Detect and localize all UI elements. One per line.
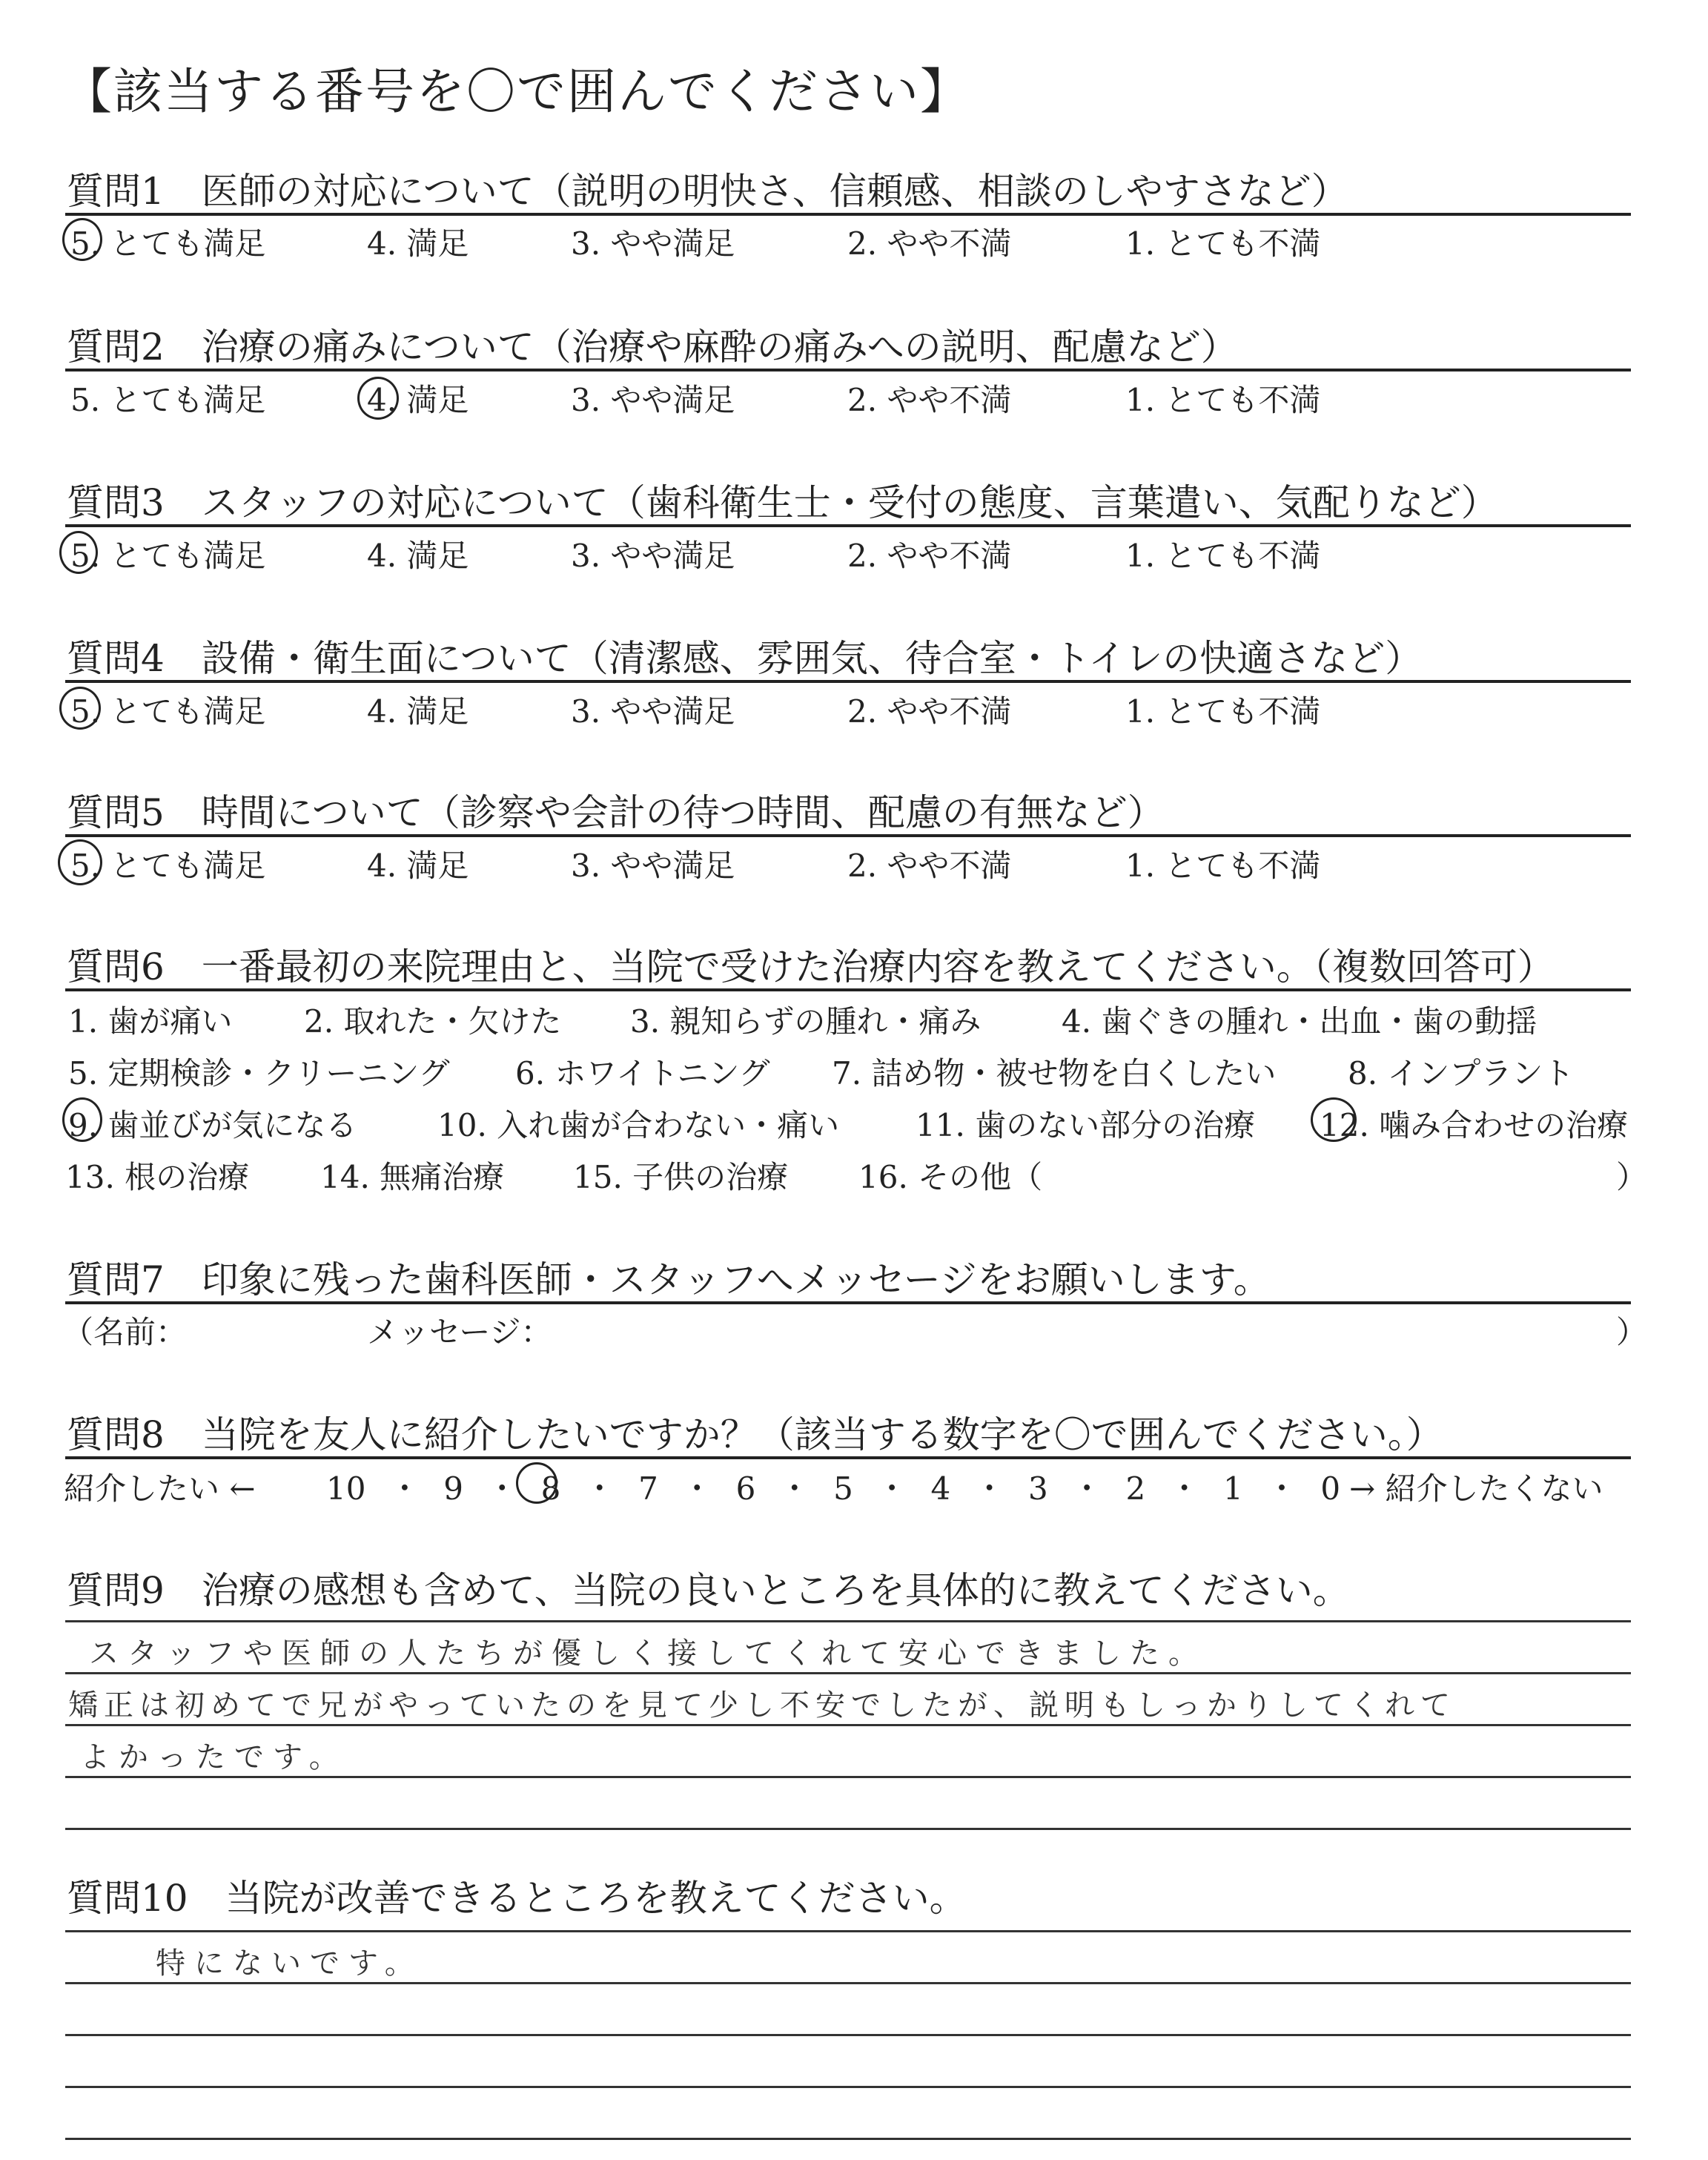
q8-separator: ・	[1266, 1470, 1298, 1507]
q8-separator: ・	[486, 1470, 518, 1507]
q8-scale-6[interactable]: 6	[735, 1470, 756, 1507]
q10-answer-line-1: 特にないです。	[156, 1946, 423, 1981]
q10-line-1	[65, 1930, 1631, 1932]
q8-separator: ・	[1168, 1470, 1200, 1507]
q9-title: 質問9 治療の感想も含めて、当院の良いところを具体的に教えてください。	[67, 1569, 1350, 1612]
q6-option-8[interactable]: 8. インプラント	[1348, 1055, 1575, 1091]
q6-option-1[interactable]: 1. 歯が痛い	[68, 1003, 233, 1040]
q8-separator: ・	[388, 1470, 420, 1507]
q1-option-1[interactable]: 1. とても不満	[1125, 225, 1321, 262]
q7-name-label: （名前：	[62, 1314, 188, 1350]
q4-option-4[interactable]: 4. 満足	[367, 693, 469, 730]
q2-option-5[interactable]: 5. とても満足	[70, 382, 266, 418]
q6-selection-circle-12	[1311, 1097, 1357, 1142]
q7-message-label: メッセージ：	[367, 1314, 552, 1350]
q8-scale-3[interactable]: 3	[1028, 1470, 1048, 1507]
q6-option-6[interactable]: 6. ホワイトニング	[515, 1055, 770, 1091]
q5-option-4[interactable]: 4. 満足	[367, 848, 469, 884]
q7-rule	[65, 1301, 1631, 1304]
q8-separator: ・	[778, 1470, 810, 1507]
q1-rule	[65, 213, 1631, 216]
q8-scale-2[interactable]: 2	[1125, 1470, 1146, 1507]
q3-selection-circle	[59, 531, 98, 574]
q4-selection-circle	[59, 687, 101, 730]
q8-title: 質問8 当院を友人に紹介したいですか？（該当する数字を〇で囲んでください。）	[67, 1413, 1443, 1456]
q4-option-5[interactable]: 5. とても満足	[70, 693, 266, 730]
q8-scale-10[interactable]: 10	[326, 1470, 366, 1507]
q10-line-5	[65, 2138, 1631, 2140]
q8-separator: ・	[876, 1470, 908, 1507]
q3-option-2[interactable]: 2. やや不満	[847, 538, 1012, 574]
q9-answer-line-1: スタッフや医師の人たちが優しく接してくれて安心できました。	[89, 1636, 1207, 1671]
q2-rule	[65, 369, 1631, 371]
q6-option-15[interactable]: 15. 子供の治療	[573, 1159, 789, 1195]
q2-option-2[interactable]: 2. やや不満	[847, 382, 1012, 418]
q6-title: 質問6 一番最初の来院理由と、当院で受けた治療内容を教えてください。（複数回答可）	[67, 945, 1555, 988]
q6-option-9[interactable]: 9. 歯並びが気になる	[68, 1107, 357, 1143]
q8-separator: ・	[973, 1470, 1005, 1507]
q2-selection-circle	[357, 377, 399, 420]
q8-scale-5[interactable]: 5	[833, 1470, 853, 1507]
q2-option-1[interactable]: 1. とても不満	[1125, 382, 1321, 418]
q3-option-3[interactable]: 3. やや満足	[571, 538, 735, 574]
q6-option-4[interactable]: 4. 歯ぐきの腫れ・出血・歯の動揺	[1062, 1003, 1537, 1040]
q4-title: 質問4 設備・衛生面について（清潔感、雰囲気、待合室・トイレの快適さなど）	[67, 637, 1423, 680]
q4-option-3[interactable]: 3. やや満足	[571, 693, 735, 730]
q5-selection-circle	[58, 839, 102, 885]
q8-scale-0[interactable]: 0	[1320, 1470, 1341, 1507]
q3-option-1[interactable]: 1. とても不満	[1125, 538, 1321, 574]
q8-scale-8[interactable]: 8	[540, 1470, 561, 1507]
q2-option-4[interactable]: 4. 満足	[367, 382, 469, 418]
q1-option-3[interactable]: 3. やや満足	[571, 225, 735, 262]
q1-option-4[interactable]: 4. 満足	[367, 225, 469, 262]
q5-option-5[interactable]: 5. とても満足	[70, 848, 266, 884]
q6-other-close-paren: ）	[1616, 1159, 1648, 1195]
q8-scale-7[interactable]: 7	[638, 1470, 658, 1507]
q1-option-2[interactable]: 2. やや不満	[847, 225, 1012, 262]
q6-option-7[interactable]: 7. 詰め物・被せ物を白くしたい	[832, 1055, 1277, 1091]
q7-close-paren: ）	[1616, 1314, 1648, 1350]
q8-selection-circle	[516, 1462, 557, 1504]
q6-option-2[interactable]: 2. 取れた・欠けた	[304, 1003, 562, 1040]
q6-option-14[interactable]: 14. 無痛治療	[320, 1159, 505, 1195]
q3-title: 質問3 スタッフの対応について（歯科衛生士・受付の態度、言葉遣い、気配りなど）	[67, 481, 1498, 524]
q5-option-2[interactable]: 2. やや不満	[847, 848, 1012, 884]
q9-line-4	[65, 1776, 1631, 1778]
page-header: 【該当する番号を〇で囲んでください】	[63, 63, 970, 120]
q8-scale-4[interactable]: 4	[930, 1470, 951, 1507]
q10-line-2	[65, 1982, 1631, 1984]
q8-rule	[65, 1456, 1631, 1459]
q8-separator: ・	[1071, 1470, 1103, 1507]
q3-rule	[65, 524, 1631, 527]
q9-answer-line-2: 矯正は初めてで兄がやっていたのを見て少し不安でしたが、説明もしっかりしてくれて	[68, 1688, 1456, 1723]
q1-title: 質問1 医師の対応について（説明の明快さ、信頼感、相談のしやすさなど）	[67, 170, 1348, 213]
q8-right-label: → 紹介したくない	[1349, 1470, 1603, 1507]
q8-left-label: 紹介したい ←	[64, 1470, 256, 1507]
q2-title: 質問2 治療の痛みについて（治療や麻酔の痛みへの説明、配慮など）	[67, 326, 1238, 369]
q2-option-3[interactable]: 3. やや満足	[571, 382, 735, 418]
q6-option-12[interactable]: 12. 噛み合わせの治療	[1320, 1107, 1629, 1143]
q6-option-3[interactable]: 3. 親知らずの腫れ・痛み	[630, 1003, 982, 1040]
q10-line-3	[65, 2034, 1631, 2036]
q1-selection-circle	[62, 218, 102, 261]
q4-option-1[interactable]: 1. とても不満	[1125, 693, 1321, 730]
q9-line-3	[65, 1724, 1631, 1726]
q5-option-1[interactable]: 1. とても不満	[1125, 848, 1321, 884]
q5-option-3[interactable]: 3. やや満足	[571, 848, 735, 884]
q6-option-16[interactable]: 16. その他（	[858, 1159, 1043, 1195]
q10-title: 質問10 当院が改善できるところを教えてください。	[67, 1877, 967, 1920]
q4-option-2[interactable]: 2. やや不満	[847, 693, 1012, 730]
q1-option-5[interactable]: 5. とても満足	[70, 225, 266, 262]
q6-selection-circle-9	[62, 1097, 102, 1142]
q5-rule	[65, 834, 1631, 837]
q8-scale-row	[326, 1464, 1340, 1509]
q6-option-10[interactable]: 10. 入れ歯が合わない・痛い	[437, 1107, 840, 1143]
q8-separator: ・	[681, 1470, 713, 1507]
q3-option-5[interactable]: 5. とても満足	[70, 538, 266, 574]
q8-scale-1[interactable]: 1	[1222, 1470, 1243, 1507]
q7-title: 質問7 印象に残った歯科医師・スタッフへメッセージをお願いします。	[67, 1258, 1271, 1301]
q9-line-1	[65, 1620, 1631, 1622]
q3-option-4[interactable]: 4. 満足	[367, 538, 469, 574]
q9-answer-line-3: よかったです。	[80, 1740, 348, 1774]
q9-line-5	[65, 1828, 1631, 1830]
q6-rule	[65, 988, 1631, 991]
q9-line-2	[65, 1672, 1631, 1674]
q6-option-5[interactable]: 5. 定期検診・クリーニング	[68, 1055, 450, 1091]
q10-line-4	[65, 2086, 1631, 2088]
q6-option-13[interactable]: 13. 根の治療	[65, 1159, 250, 1195]
q8-scale-9[interactable]: 9	[443, 1470, 463, 1507]
q8-separator: ・	[583, 1470, 615, 1507]
q6-option-11[interactable]: 11. 歯のない部分の治療	[916, 1107, 1256, 1143]
q5-title: 質問5 時間について（診察や会計の待つ時間、配慮の有無など）	[67, 791, 1165, 834]
q4-rule	[65, 680, 1631, 683]
